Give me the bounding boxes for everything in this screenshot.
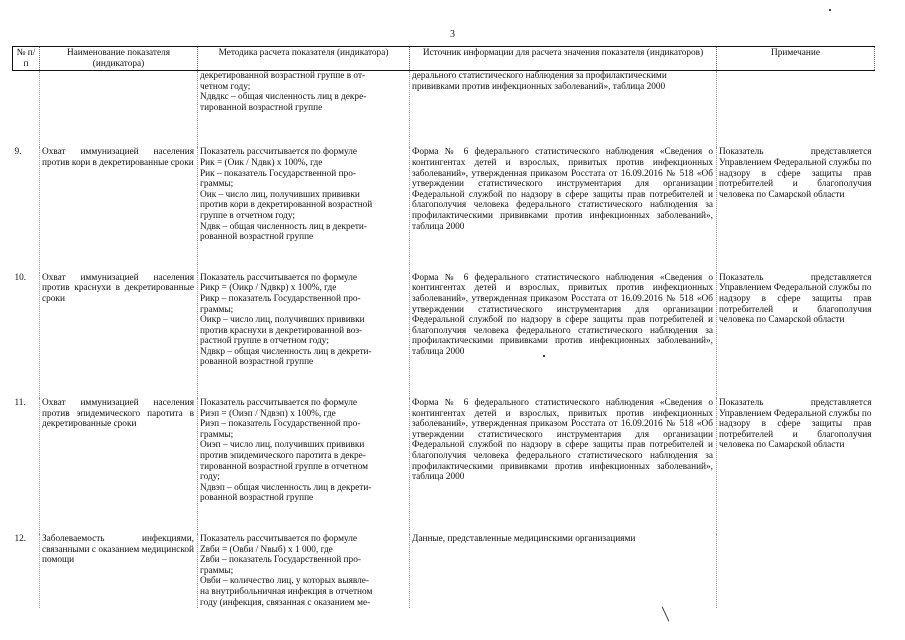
method-line: против кори в декретированной возрастной — [200, 200, 373, 211]
method-line: четном году; — [200, 81, 251, 92]
method-line: Pиэп – показатель Государственной про- — [200, 419, 361, 430]
method-line: декретированной возрастной группе в от- — [200, 71, 366, 81]
method-line: Pик – показатель Государственной про- — [200, 168, 356, 179]
method-line: рованной возрастной группе — [200, 232, 314, 243]
source-line: прививками против инфекционных заболеваний», таблица 2000 — [412, 81, 666, 92]
method-line: против краснухи в декретированной воз- — [200, 325, 363, 336]
header-note: Примечание — [717, 47, 875, 71]
note-cell: Показатель представляется Управлением Федеральной службы по надзору в сфере защиты прав потребителей и благополучия человека по Самарской области — [717, 398, 875, 534]
indicator-name: Заболеваемость инфекциями, связанными с оказанием медицинской помощи — [40, 534, 198, 608]
row-number: 10. — [13, 273, 40, 398]
method-line: Zвби – показатель Государственной про- — [200, 555, 361, 566]
table-row — [13, 147, 875, 272]
method-line: граммы; — [200, 565, 234, 576]
indicator-name: Охват иммунизацией населения против эпидемического паротита в декретированные сроки — [40, 398, 198, 534]
scan-speck — [543, 355, 545, 357]
continued-row — [13, 71, 875, 148]
method-cell — [198, 273, 410, 398]
source-cell: Форма № 6 федерального статистического наблюдения «Сведения о контингентах детей и взрослых, привитых против инфекционных заболеваний», утвержденная приказом Росстата от 16.09.2016 № 518 «Об утверждении статистического инструментария для организации Федеральной службой по надзору в сфере защиты прав потребителей и благополучия человека федерального статистического наблюдения за профилактическими прививками против инфекционных заболеваний», таблица 2000 — [410, 147, 717, 272]
method-line: Pикр – показатель Государственной про- — [200, 293, 361, 304]
method-line: Nдвк – общая численность лиц в декрети- — [200, 221, 367, 232]
method-cell — [198, 147, 410, 272]
note-cell: Показатель представляется Управлением Федеральной службы по надзору в сфере защиты прав потребителей и благополучия человека по Самарской области — [717, 273, 875, 398]
method-line: Показатель рассчитывается по формуле — [200, 398, 358, 409]
method-line: Показатель рассчитывается по формуле — [200, 272, 358, 283]
method-line: Nдвкр – общая численность лиц в декрети- — [200, 346, 372, 357]
page-number: 3 — [450, 29, 455, 40]
source-line: дерального статистического наблюдения за профилактическими — [412, 71, 667, 81]
source-cell: Форма № 6 федерального статистического наблюдения «Сведения о контингентах детей и взрослых, привитых против инфекционных заболеваний», утвержденная приказом Росстата от 16.09.2016 № 518 «Об утверждении статистического инструментария для организации Федеральной службой по надзору в сфере защиты прав потребителей и благополучия человека федерального статистического наблюдения за профилактическими прививками против инфекционных заболеваний», таблица 2000 — [410, 398, 717, 534]
method-line: Nдвдкс – общая численность лиц в декре- — [200, 92, 367, 103]
method-line: тированной возрастной группе в отчетном — [200, 461, 369, 472]
method-line: растной группе в отчетном году; — [200, 336, 329, 347]
method-line: граммы; — [200, 429, 234, 440]
header-method: Методика расчета показателя (индикатора) — [198, 47, 410, 71]
method-line: рованной возрастной группе — [200, 357, 314, 368]
method-cell — [198, 398, 410, 534]
row-number: 11. — [13, 398, 40, 534]
source-cell: Форма № 6 федерального статистического наблюдения «Сведения о контингентах детей и взрослых, привитых против инфекционных заболеваний», утвержденная приказом Росстата от 16.09.2016 № 518 «Об утверждении статистического инструментария для организации Федеральной службой по надзору в сфере защиты прав потребителей и благополучия человека федерального статистического наблюдения за профилактическими прививками против инфекционных заболеваний», таблица 2000 — [410, 273, 717, 398]
header-name: Наименование показателя (индикатора) — [40, 47, 198, 71]
method-cell — [198, 534, 410, 608]
method-line: Pикр = (Oикр / Nдвкр) x 100%, где — [200, 283, 337, 294]
header-num: № п/п — [13, 47, 40, 71]
method-line: Pик = (Oик / Nдвк) x 100%, где — [200, 157, 323, 168]
table-row — [13, 273, 875, 398]
method-line: Oвби – количество лиц, у которых выявле- — [200, 576, 369, 587]
method-line: против эпидемического паротита в декре- — [200, 451, 366, 462]
method-line: Oиэп – число лиц, получивших прививки — [200, 440, 365, 451]
scan-speck — [829, 9, 831, 11]
method-line: Nдвэп – общая численность лиц в декрети- — [200, 482, 372, 493]
continued-method-cell — [198, 71, 410, 148]
table-row — [13, 398, 875, 534]
source-cell: Данные, представленные медицинскими организациями — [410, 534, 717, 608]
indicator-name: Охват иммунизацией населения против кори в декретированные сроки — [40, 147, 198, 272]
note-cell: Показатель представляется Управлением Федеральной службы по надзору в сфере защиты прав потребителей и благополучия человека по Самарской области — [717, 147, 875, 272]
indicator-table — [12, 46, 875, 608]
header-source: Источник информации для расчета значения показателя (индикаторов) — [410, 47, 717, 71]
method-line: Показатель рассчитывается по формуле — [200, 534, 358, 544]
method-line: Oик – число лиц, получивших прививки — [200, 189, 360, 200]
note-cell — [717, 534, 875, 608]
method-line: граммы; — [200, 304, 234, 315]
continued-source-cell — [410, 71, 717, 148]
method-line: году (инфекция, связанная с оказанием ме- — [200, 597, 371, 608]
method-line: группе в отчетном году; — [200, 210, 296, 221]
method-line: на внутрибольничная инфекция в отчетном — [200, 586, 373, 597]
table-header-row — [13, 47, 875, 71]
method-line: граммы; — [200, 179, 234, 190]
method-line: тированной возрастной группе — [200, 102, 323, 113]
method-line: рованной возрастной группе — [200, 493, 314, 504]
pen-mark — [662, 607, 670, 622]
method-line: Oикр – число лиц, получивших прививки — [200, 315, 365, 326]
method-line: году; — [200, 472, 220, 483]
row-number: 9. — [13, 147, 40, 272]
table-row — [13, 534, 875, 608]
method-line: Pиэп = (Oиэп / Nдвэп) x 100%, где — [200, 408, 336, 419]
method-line: Показатель рассчитывается по формуле — [200, 147, 358, 158]
indicator-name: Охват иммунизацией населения против краснухи в декретированные сроки — [40, 273, 198, 398]
method-line: Zвби = (Oвби / Nвыб) x 1 000, где — [200, 544, 333, 555]
row-number: 12. — [13, 534, 40, 608]
